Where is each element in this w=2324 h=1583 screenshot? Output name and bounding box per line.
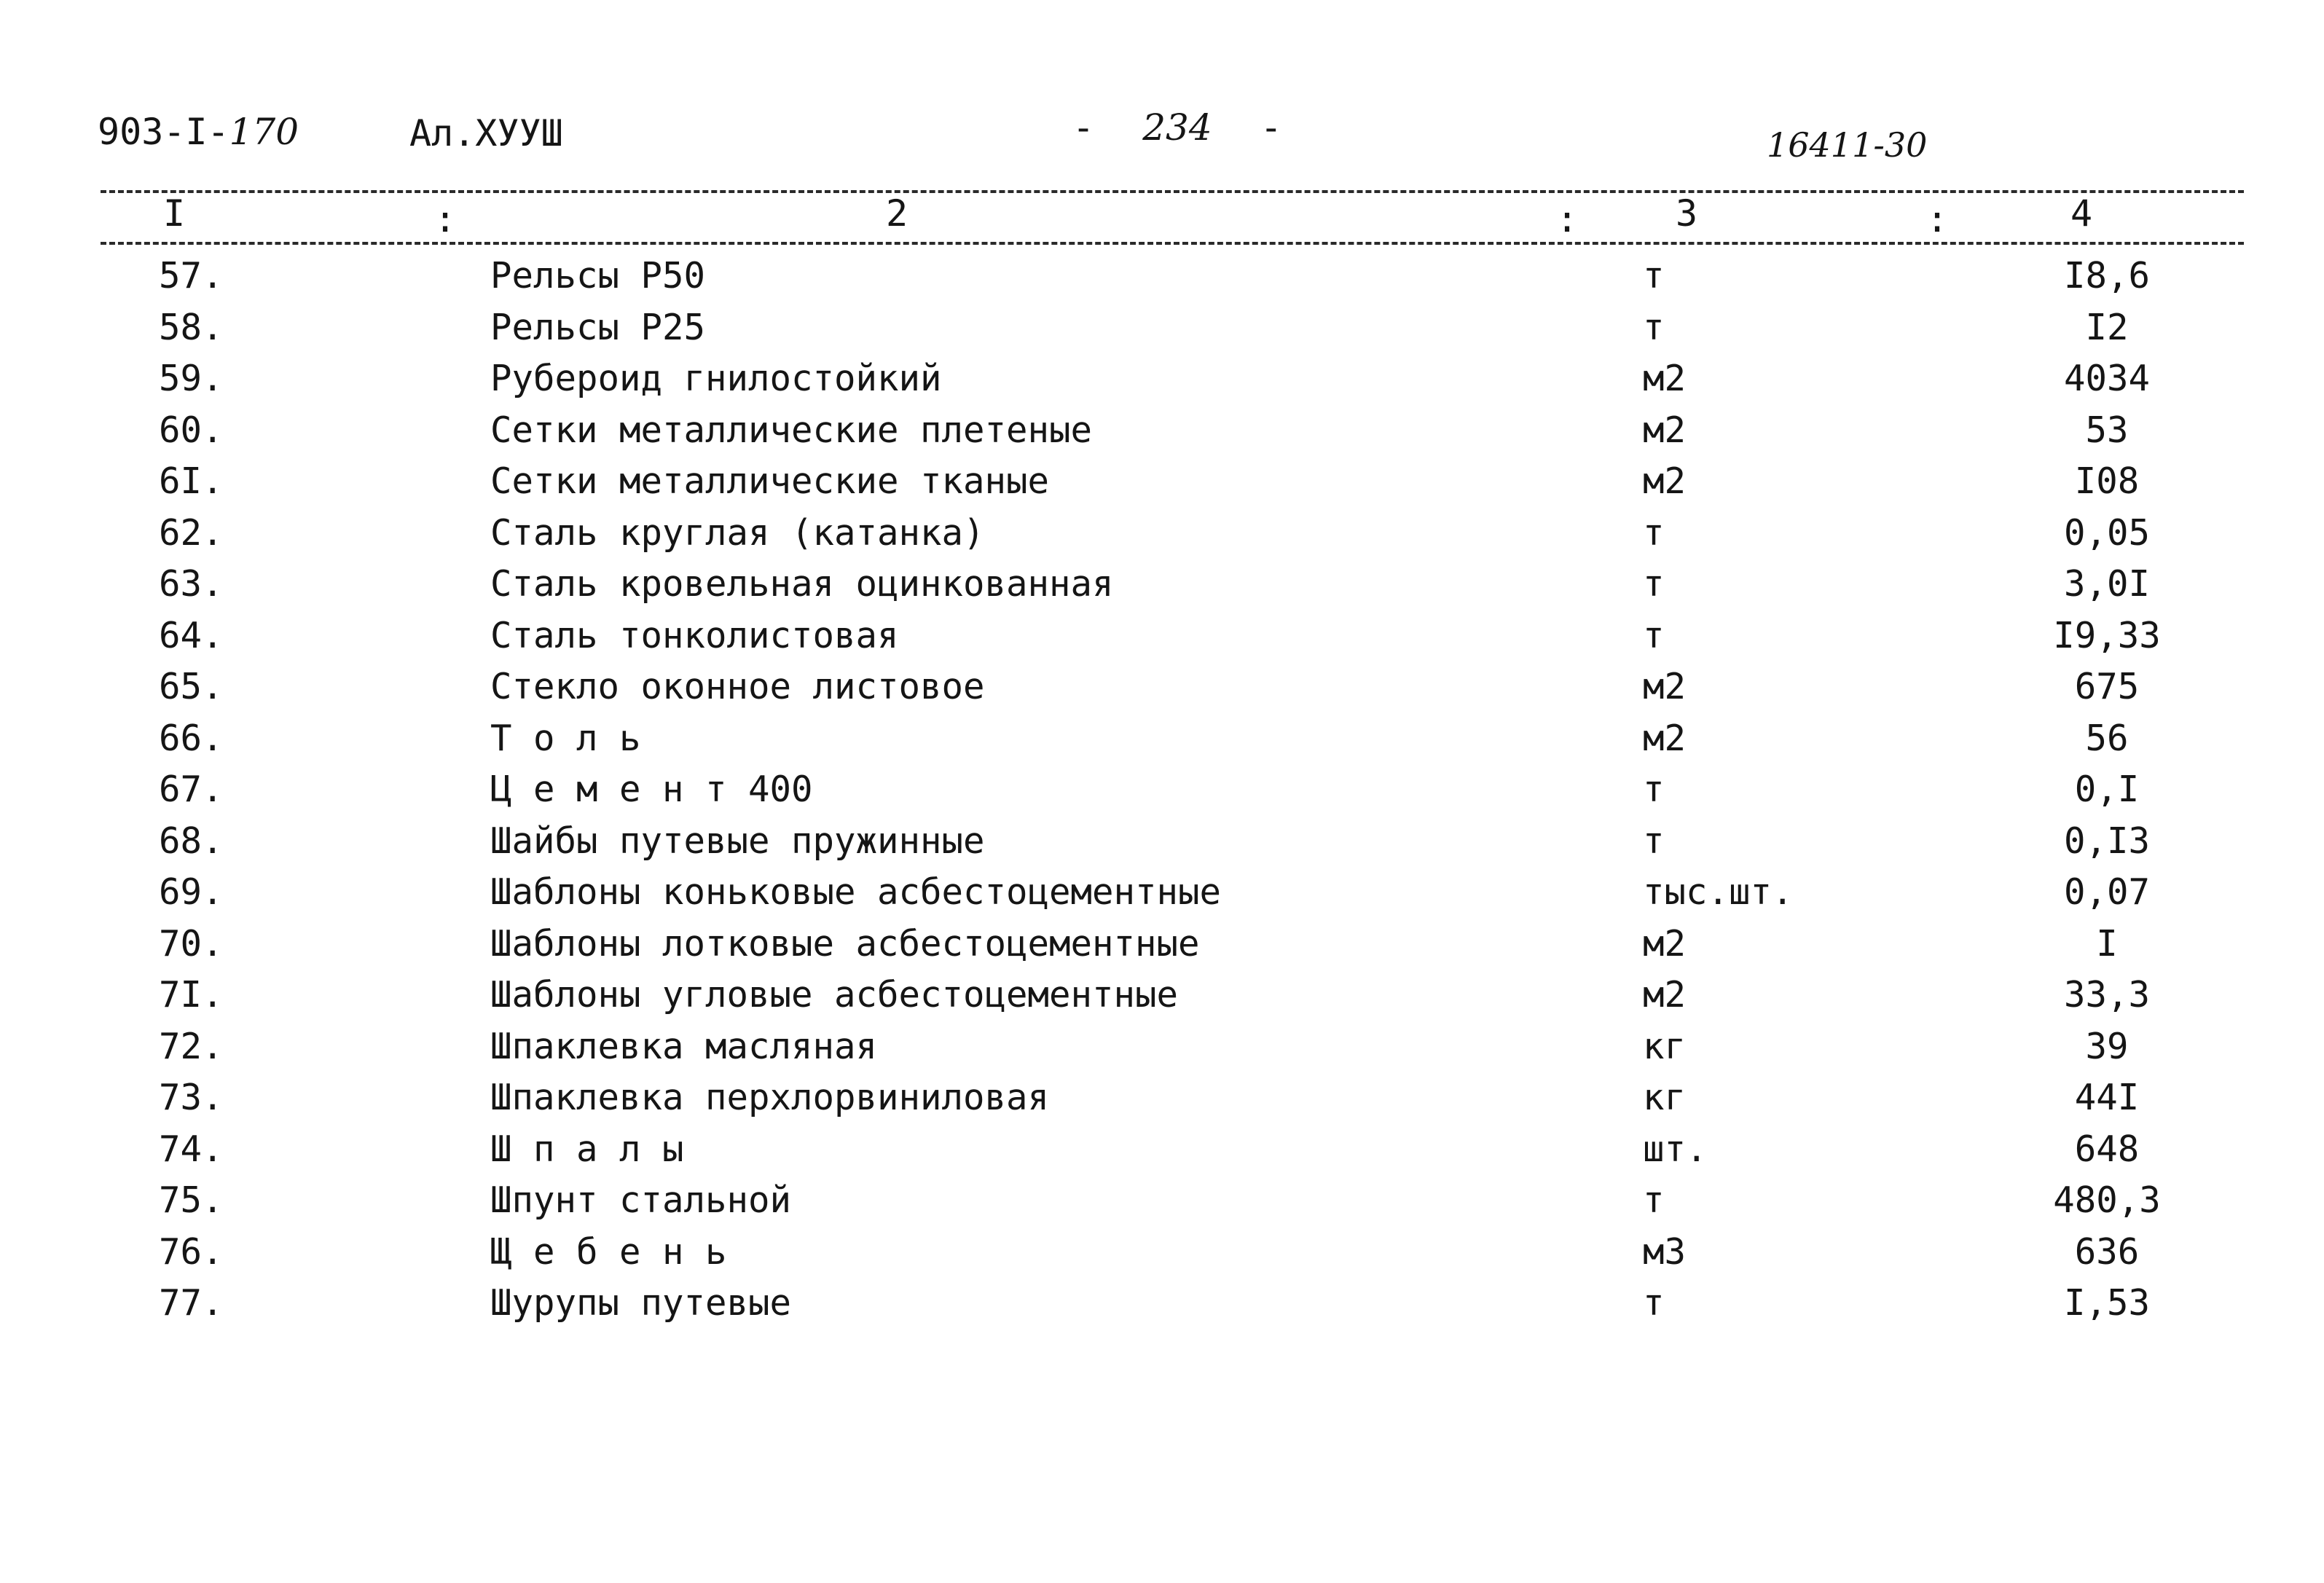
table-row [0,508,2324,559]
unit: т [1643,1179,1665,1221]
quantity: I9,33 [2053,614,2161,656]
quantity: 675 [2074,666,2140,707]
table-row [0,1124,2324,1176]
table-row [0,353,2324,405]
quantity: 56 [2085,717,2129,759]
material-name: Ц е м е н т 400 [490,769,813,810]
table-row [0,867,2324,919]
document-code [98,111,299,153]
quantity: 4034 [2063,358,2150,399]
quantity: 0,I3 [2063,820,2150,862]
unit: т [1643,769,1665,810]
document-code-handwritten: 170 [229,111,299,153]
row-number: 66. [159,717,224,759]
unit: м2 [1643,358,1687,399]
unit: м2 [1643,717,1687,759]
quantity: 53 [2085,409,2129,451]
material-name: Шпаклевка масляная [490,1025,878,1067]
row-number: 60. [159,409,224,451]
unit: м2 [1643,974,1687,1016]
table-row [0,456,2324,508]
material-name: Шаблоны коньковые асбестоцементные [490,871,1222,913]
table-row [0,1227,2324,1278]
material-name: Сетки металлические плетеные [490,409,1093,451]
material-name: Сталь круглая (катанка) [490,511,985,554]
row-number: 6I. [159,460,224,502]
unit: кг [1643,1077,1687,1118]
material-name: Шаблоны угловые асбестоцементные [490,974,1179,1016]
table-row [0,713,2324,765]
table-header-rule [101,242,2244,245]
table-row [0,559,2324,610]
material-name: Шайбы путевые пружинные [490,820,985,862]
quantity: 39 [2085,1025,2129,1067]
row-number: 62. [159,511,224,554]
column-separator: : [1556,198,1579,240]
quantity: I [2096,922,2118,965]
page-number: 234 [1142,106,1212,149]
row-number: 70. [159,922,224,965]
column-header-3: 3 [1676,192,1698,235]
row-number: 58. [159,306,224,348]
table-row [0,919,2324,970]
inventory-number: 16411-30 [1767,125,1928,165]
quantity: I08 [2074,460,2140,502]
table-row [0,610,2324,662]
quantity: 33,3 [2063,974,2150,1016]
quantity: 636 [2074,1230,2140,1273]
material-name: Шаблоны лотковые асбестоцементные [490,922,1200,965]
unit: м2 [1643,666,1687,707]
row-number: 76. [159,1230,224,1273]
material-name: Шпунт стальной [490,1179,792,1221]
material-name: Шурупы путевые [490,1282,792,1324]
material-name: Сталь тонколистовая [490,614,899,656]
unit: м2 [1643,409,1687,451]
row-number: 65. [159,666,224,707]
table-row [0,1072,2324,1124]
table-row [0,1175,2324,1227]
unit: т [1643,563,1665,605]
row-number: 77. [159,1282,224,1324]
quantity: 648 [2074,1128,2140,1170]
table-row [0,970,2324,1021]
table-row [0,1278,2324,1329]
row-number: 67. [159,769,224,810]
page-dash-left: - [1072,106,1095,149]
row-number: 63. [159,563,224,605]
table-row [0,405,2324,457]
row-number: 74. [159,1128,224,1170]
quantity: 3,0I [2063,563,2150,605]
material-name: Щ е б е н ь [490,1230,727,1273]
quantity: 0,05 [2063,511,2150,554]
quantity: 480,3 [2053,1179,2161,1221]
row-number: 72. [159,1025,224,1067]
row-number: 59. [159,358,224,399]
table-top-rule [101,190,2244,193]
materials-table [0,251,2324,1329]
row-number: 73. [159,1077,224,1118]
table-row [0,1021,2324,1073]
material-name: Т о л ь [490,717,641,759]
page-number-block [1072,106,1282,149]
unit: кг [1643,1025,1687,1067]
column-separator: : [1926,198,1949,240]
material-name: Рельсы Р50 [490,255,706,296]
material-name: Ш п а л ы [490,1128,684,1170]
material-name: Рельсы Р25 [490,306,706,348]
row-number: 64. [159,614,224,656]
quantity: I2 [2085,306,2129,348]
table-row [0,661,2324,713]
table-row [0,251,2324,302]
unit: т [1643,614,1665,656]
unit: м3 [1643,1230,1687,1273]
quantity: 44I [2074,1077,2140,1118]
unit: т [1643,1282,1665,1324]
material-name: Сталь кровельная оцинкованная [490,563,1114,605]
column-header-1: I [163,192,186,235]
row-number: 68. [159,820,224,862]
row-number: 57. [159,255,224,296]
unit: т [1643,255,1665,296]
column-header-2: 2 [886,192,908,235]
material-name: Стекло оконное листовое [490,666,985,707]
unit: тыс.шт. [1643,871,1794,913]
material-name: Шпаклевка перхлорвиниловая [490,1077,1050,1118]
row-number: 69. [159,871,224,913]
album-label: Ал.ХУУШ [409,112,563,154]
unit: м2 [1643,922,1687,965]
unit: т [1643,820,1665,862]
unit: м2 [1643,460,1687,502]
document-code-printed: 903-I- [98,111,229,153]
page-dash-right: - [1260,106,1282,149]
table-row [0,764,2324,816]
row-number: 75. [159,1179,224,1221]
material-name: Сетки металлические тканые [490,460,1050,502]
quantity: I8,6 [2063,255,2150,296]
material-name: Рубероид гнилостойкий [490,358,942,399]
column-separator: : [434,198,457,240]
table-row [0,302,2324,354]
unit: т [1643,511,1665,554]
column-header-4: 4 [2070,192,2093,235]
quantity: 0,I [2074,769,2140,810]
row-number: 7I. [159,974,224,1016]
unit: шт. [1643,1128,1708,1170]
quantity: 0,07 [2063,871,2150,913]
table-row [0,816,2324,868]
unit: т [1643,306,1665,348]
quantity: I,53 [2063,1282,2150,1324]
